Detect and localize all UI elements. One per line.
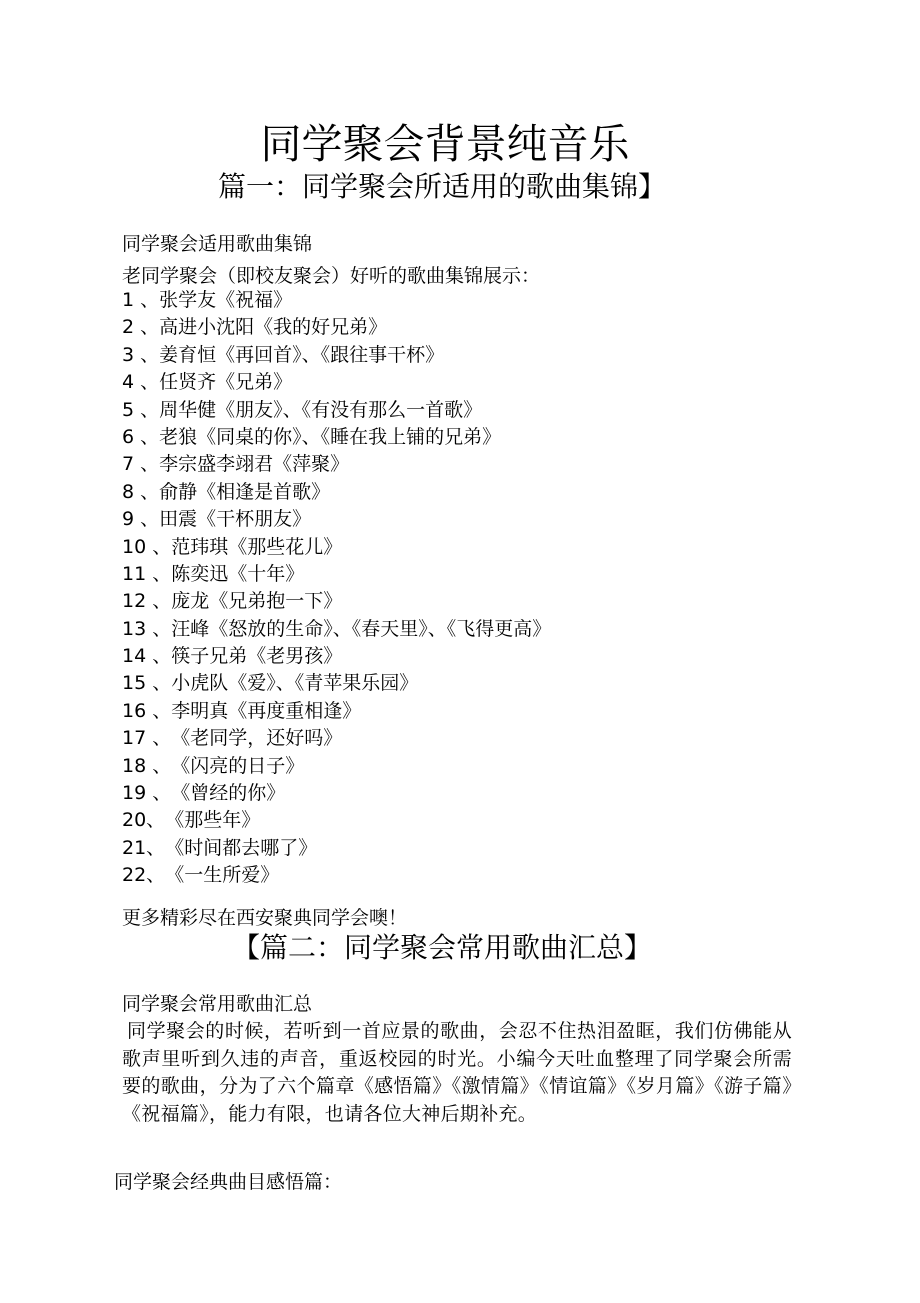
section2-heading: 【篇二：同学聚会常用歌曲汇总】 [231, 931, 652, 964]
list-item [122, 534, 551, 561]
section2-category: 同学聚会经典曲目感悟篇： [114, 1171, 343, 1193]
list-item-number: 8 、 [122, 480, 160, 503]
list-item [122, 479, 551, 506]
list-item-text: 《一生所爱》 [165, 864, 280, 887]
list-item [122, 616, 551, 643]
list-item-text: 李明真《再度重相逢》 [171, 699, 362, 722]
song-list [122, 287, 551, 890]
document-title: 同学聚会背景纯音乐 [260, 120, 630, 168]
list-item-text: 李宗盛李翊君《萍聚》 [159, 453, 350, 476]
list-item-text: 田震《干杯朋友》 [159, 508, 312, 531]
list-item [122, 643, 551, 670]
list-item [122, 397, 551, 424]
list-item [122, 753, 551, 780]
list-item [122, 451, 551, 478]
list-item-text: 小虎队《爱》、《青苹果乐园》 [171, 672, 419, 695]
list-item-number: 18 、 [122, 754, 172, 777]
list-item-text: 高进小沈阳《我的好兄弟》 [159, 316, 388, 339]
list-item [122, 780, 551, 807]
list-item-number: 6 、 [122, 425, 160, 448]
list-item-number: 3 、 [122, 343, 160, 366]
list-item-number: 12 、 [122, 590, 172, 613]
list-item-number: 19 、 [122, 782, 172, 805]
list-item-text: 《老同学，还好吗》 [171, 727, 343, 750]
list-item [122, 561, 551, 588]
list-item [122, 369, 551, 396]
list-item-number: 16 、 [122, 699, 172, 722]
list-item-text: 张学友《祝福》 [159, 289, 293, 311]
list-item-text: 老狼《同桌的你》、《睡在我上铺的兄弟》 [159, 425, 502, 448]
list-item-number: 9 、 [122, 508, 160, 531]
section2-paragraph: 同学聚会的时候，若听到一首应景的歌曲，会忍不住热泪盈眶，我们仿佛能从歌声里听到久违的声音，重返校园的时光。小编今天吐血整理了同学聚会所需要的歌曲，分为了六个篇章《感悟篇》《激情篇》《情谊篇》《岁月篇》《游子篇》《祝福篇》，能力有限，也请各位大神后期补充。 [122, 1020, 792, 1125]
list-item-number: 2 、 [122, 316, 160, 339]
list-item [122, 424, 551, 451]
list-item-text: 陈奕迅《十年》 [171, 562, 305, 585]
list-item-number: 10 、 [122, 535, 172, 558]
section2-subtitle: 同学聚会常用歌曲汇总 [122, 993, 313, 1015]
list-item [122, 670, 551, 697]
list-item [122, 287, 551, 314]
list-item [122, 862, 551, 889]
list-item [122, 725, 551, 752]
list-item-text: 任贤齐《兄弟》 [159, 371, 293, 394]
list-item-text: 周华健《朋友》、《有没有那么一首歌》 [159, 398, 483, 421]
section1-intro: 老同学聚会（即校友聚会）好听的歌曲集锦展示： [122, 265, 541, 287]
list-item [122, 506, 551, 533]
list-item-number: 21、 [122, 836, 166, 859]
list-item [122, 588, 551, 615]
list-item-text: 《闪亮的日子》 [171, 754, 305, 777]
list-item-text: 范玮琪《那些花儿》 [171, 535, 343, 558]
list-item [122, 835, 551, 862]
list-item-number: 4 、 [122, 371, 160, 394]
list-item-text: 《时间都去哪了》 [165, 836, 318, 859]
list-item-text: 《曾经的你》 [171, 782, 286, 805]
list-item-number: 20、 [122, 809, 166, 832]
section1-subtitle: 同学聚会适用歌曲集锦 [122, 233, 313, 255]
list-item-number: 17 、 [122, 727, 172, 750]
list-item-text: 《那些年》 [165, 809, 261, 832]
list-item-number: 14 、 [122, 645, 172, 668]
list-item-text: 汪峰《怒放的生命》、《春天里》、《飞得更高》 [171, 617, 552, 640]
list-item-number: 11 、 [122, 562, 172, 585]
list-item-number: 5 、 [122, 398, 160, 421]
list-item [122, 698, 551, 725]
list-item-number: 1 、 [122, 289, 160, 311]
list-item [122, 314, 551, 341]
list-item-number: 22、 [122, 864, 166, 887]
list-item-number: 13 、 [122, 617, 172, 640]
list-item [122, 342, 551, 369]
list-item-text: 筷子兄弟《老男孩》 [171, 645, 343, 668]
section1-heading: 篇一：同学聚会所适用的歌曲集锦】 [217, 170, 666, 203]
list-item-text: 俞静《相逢是首歌》 [159, 480, 331, 503]
list-item-number: 15 、 [122, 672, 172, 695]
list-item-number: 7 、 [122, 453, 160, 476]
list-item-text: 姜育恒《再回首》、《跟往事干杯》 [159, 343, 445, 366]
list-item [122, 807, 551, 834]
list-item-text: 庞龙《兄弟抱一下》 [171, 590, 343, 613]
section1-footer: 更多精彩尽在西安聚典同学会噢！ [122, 907, 408, 929]
